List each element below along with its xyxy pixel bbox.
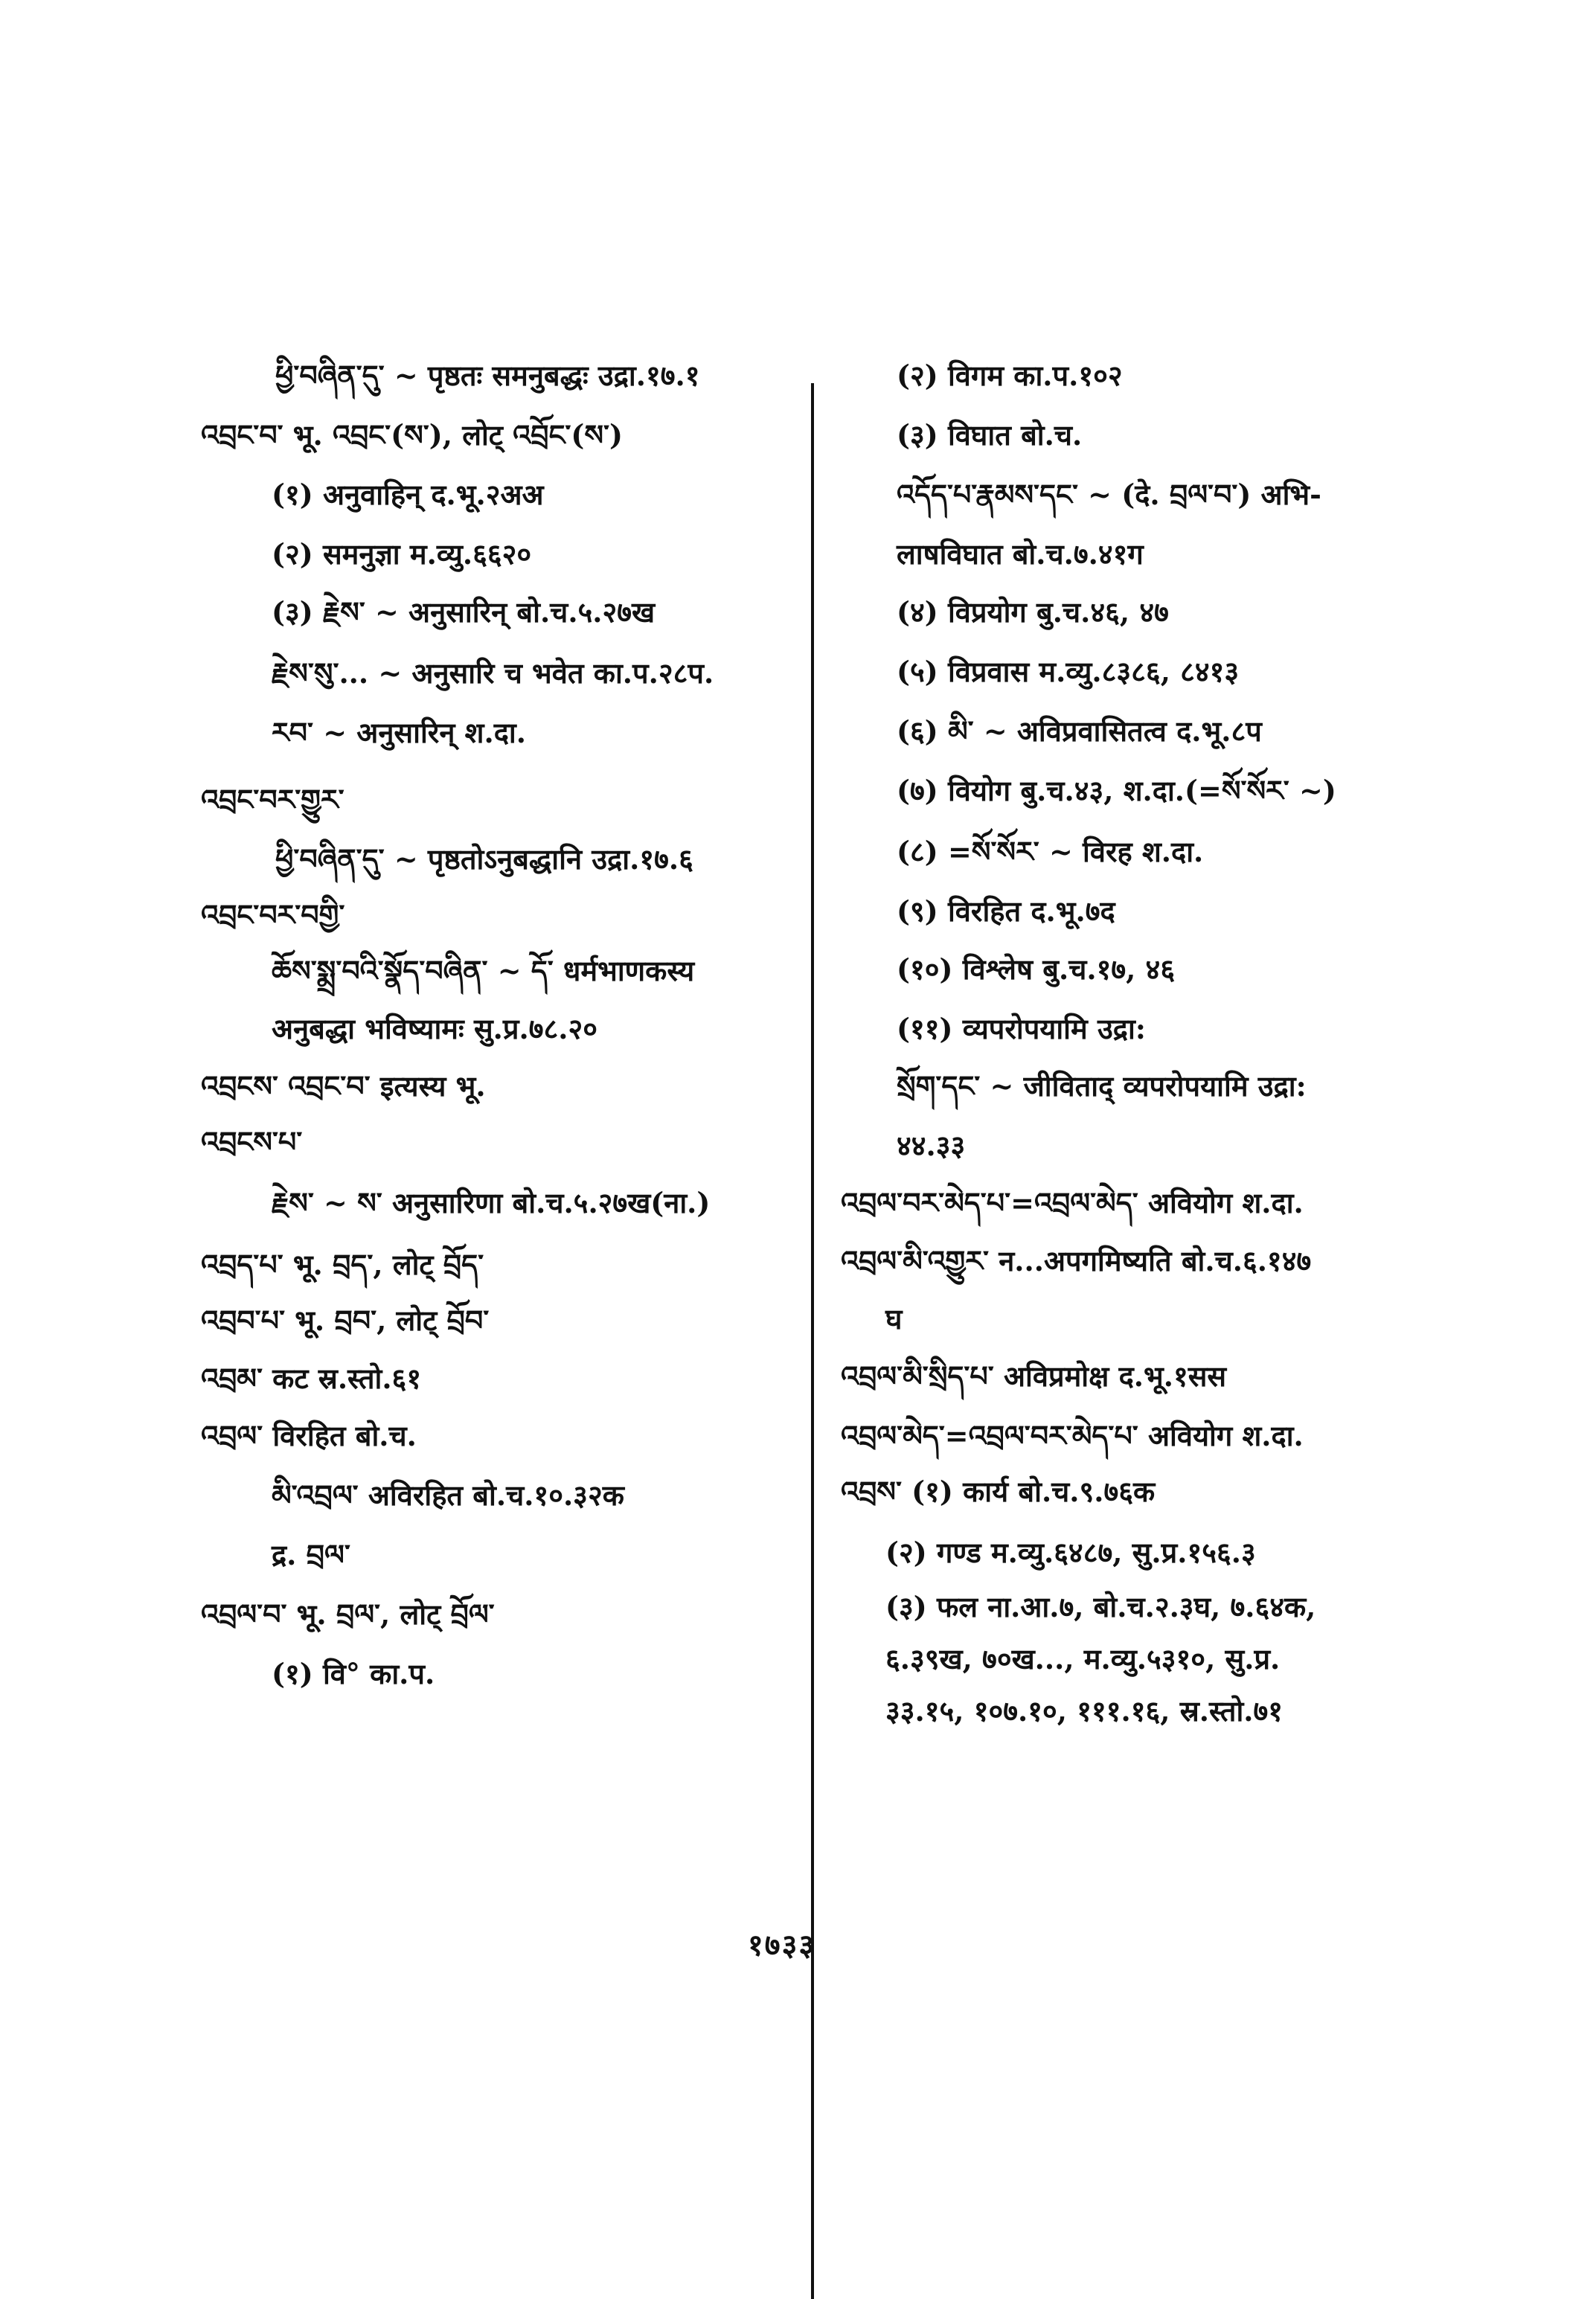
entry-line: མི་འབྲལ་ अविरहित बो.च.१०.३२क xyxy=(272,1478,624,1512)
entry-line: འབྲངས་ འབྲང་བ་ इत्यस्य भू. xyxy=(201,1069,486,1103)
entry-line: (३) རྗེས་ ~ अनुसारिन् बो.च.५.२७ख xyxy=(272,595,656,629)
entry-line: (२) गण्ड म.व्यु.६४८७, सु.प्र.१५६.३ xyxy=(885,1536,1256,1569)
entry-line: ཕྱི་བཞིན་དུ་ ~ पृष्ठतोऽनुबद्धानि उद्रा.१७.६ xyxy=(275,842,693,876)
entry-line: ६.३९ख, ७०ख..., म.व्यु.५३१०, सु.प्र. xyxy=(885,1642,1281,1676)
entry-line: འབྲལ་བ་ भू. བྲལ་, लोट् བྲོལ་ xyxy=(201,1597,495,1631)
entry-line: (३) फल ना.आ.७, बो.च.२.३घ, ७.६४क, xyxy=(885,1590,1316,1623)
entry-line: (७) वियोग बु.च.४३, श.दा.(=སོ་སོར་ ~) xyxy=(897,774,1336,807)
entry-line: ཕྱི་བཞིན་དུ་ ~ पृष्ठतः समनुबद्धः उद्रा.१७.१ xyxy=(275,359,700,392)
entry-line: འབྲལ་ विरहित बो.च. xyxy=(201,1419,417,1452)
entry-line: འབྲལ་མེད་=འབྲལ་བར་མེད་པ་ अवियोग श.दा. xyxy=(841,1419,1304,1452)
entry-line: འབྲལ་མི་སྲིད་པ་ अविप्रमोक्ष द.भू.१सस xyxy=(841,1359,1227,1393)
entry-line: ४४.३३ xyxy=(897,1129,966,1162)
entry-line: འབྲངས་པ་ xyxy=(201,1125,303,1158)
entry-line: ३३.१५, १०७.१०, १११.१६, स्र.स्तो.७१ xyxy=(885,1694,1283,1728)
entry-line: རབ་ ~ अनुसारिन् श.दा. xyxy=(272,716,526,749)
entry-line: (१) अनुवाहिन् द.भू.२अअ xyxy=(272,478,544,511)
entry-line: (१) वि° का.प. xyxy=(272,1657,435,1690)
entry-line: (१०) विश्लेष बु.च.१७, ४६ xyxy=(897,952,1176,986)
entry-line: འབྲང་བར་བགྱི་ xyxy=(201,898,345,932)
entry-line: འབྲད་པ་ भू. བྲད་, लोट् བྲོད་ xyxy=(201,1248,484,1281)
entry-line: (२) विगम का.प.१०२ xyxy=(897,359,1123,392)
entry-line: लाषविघात बो.च.७.४१ग xyxy=(897,537,1144,571)
entry-line: (९) विरहित द.भू.७द xyxy=(897,894,1115,928)
entry-line: (६) མི་ ~ अविप्रवासितत्व द.भू.८प xyxy=(897,714,1262,748)
entry-line: (५) विप्रवास म.व्यु.८३८६, ८४१३ xyxy=(897,655,1240,688)
entry-line: འབྲམ་ कट स्र.स्तो.६१ xyxy=(201,1362,422,1395)
entry-line: (३) विघात बो.च. xyxy=(897,418,1083,452)
entry-line: ཆོས་སྨྲ་བའི་སྣོད་བཞིན་ ~ དོ་ धर्मभाणकस्य xyxy=(272,954,695,987)
entry-line: སྲོག་དང་ ~ जीविताद् व्यपरोपयामि उद्रा: xyxy=(897,1069,1307,1103)
column-divider xyxy=(811,383,814,2299)
entry-line: འབྲང་བར་གྱུར་ xyxy=(201,783,344,816)
entry-line: अनुबद्धा भविष्यामः सु.प्र.७८.२० xyxy=(272,1012,597,1045)
entry-line: (२) समनुज्ञा म.व्यु.६६२० xyxy=(272,537,532,571)
entry-line: द्र. བྲལ་ xyxy=(272,1538,350,1571)
entry-line: (८) =སོ་སོར་ ~ विरह श.दा. xyxy=(897,835,1204,868)
entry-line: घ xyxy=(885,1302,903,1336)
entry-line: འབྲལ་བར་མེད་པ་=འབྲལ་མེད་ अवियोग श.दा. xyxy=(841,1186,1304,1219)
entry-line: རྗེས་ ~ ས་ अनुसारिणा बो.च.५.२७ख(ना.) xyxy=(272,1186,711,1219)
entry-line: རྗེས་སུ་... ~ अनुसारि च भवेत का.प.२८प. xyxy=(272,656,714,690)
entry-line: འབྲབ་པ་ भू. བྲབ་, लोट् བྲོབ་ xyxy=(201,1304,490,1337)
entry-line: (४) विप्रयोग बु.च.४६, ४७ xyxy=(897,595,1169,629)
entry-line: འབྲང་བ་ भू. འབྲང་(ས་), लोट् འབྲོང་(ས་) xyxy=(201,418,623,452)
entry-line: འབྲལ་མི་འགྱུར་ न...अपगमिष्यति बो.च.६.१४७ xyxy=(841,1244,1312,1277)
entry-line: འབྲས་ (१) कार्य बो.च.९.७६क xyxy=(841,1475,1156,1508)
entry-line: (११) व्यपरोपयामि उद्रा: xyxy=(897,1012,1146,1045)
entry-line: འདོད་པ་རྣམས་དང་ ~ (दे. བྲལ་བ་) अभि- xyxy=(897,478,1321,511)
page-number: १७३३ xyxy=(748,1928,816,1963)
